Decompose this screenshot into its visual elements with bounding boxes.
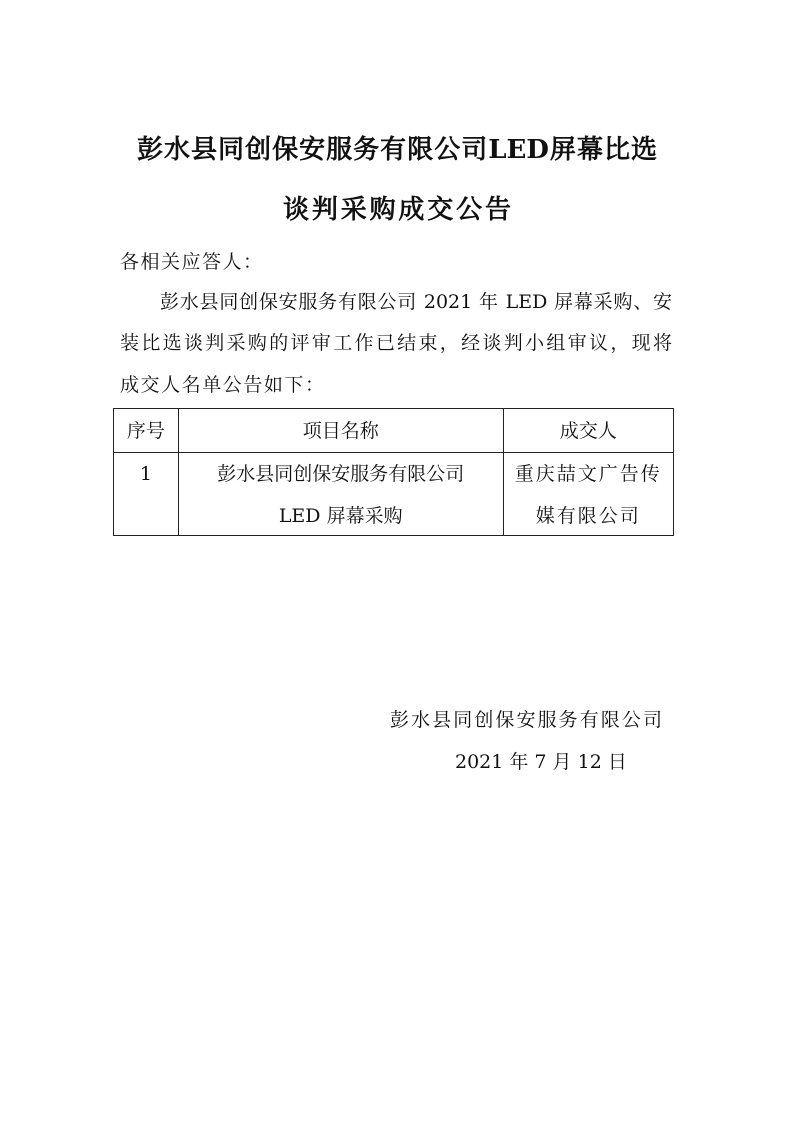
- signature-organization: 彭水县同创保安服务有限公司: [390, 709, 662, 731]
- cell-project: [178, 453, 503, 536]
- winner-line-2: 媒有限公司: [535, 505, 641, 527]
- body-line-3: 成交人名单公告如下：: [120, 374, 324, 396]
- cell-winner: [503, 453, 673, 536]
- project-line-1: 彭水县同创保安服务有限公司: [217, 463, 465, 485]
- cell-index: [114, 453, 179, 536]
- body-line-2: 装比选谈判采购的评审工作已结束，经谈判小组审议，现将: [120, 332, 672, 354]
- signature-date: 2021 年 7 月 12 日: [455, 751, 627, 773]
- project-line-2: LED 屏幕采购: [278, 505, 403, 527]
- page-title-line-2: 谈判采购成交公告: [283, 195, 511, 225]
- header-index: 序号: [114, 409, 179, 453]
- header-project-name: 项目名称: [178, 409, 503, 453]
- body-line-1: 彭水县同创保安服务有限公司 2021 年 LED 屏幕采购、安: [160, 291, 672, 313]
- header-winner: 成交人: [503, 409, 673, 453]
- result-table: [113, 408, 674, 536]
- salutation: 各相关应答人：: [120, 251, 262, 273]
- index-value: 1: [139, 463, 152, 485]
- table-row: [114, 453, 674, 536]
- winner-line-1: 重庆喆文广告传: [514, 463, 662, 485]
- page-title-line-1: 彭水县同创保安服务有限公司LED屏幕比选: [137, 135, 657, 165]
- table-header-row: [114, 409, 674, 453]
